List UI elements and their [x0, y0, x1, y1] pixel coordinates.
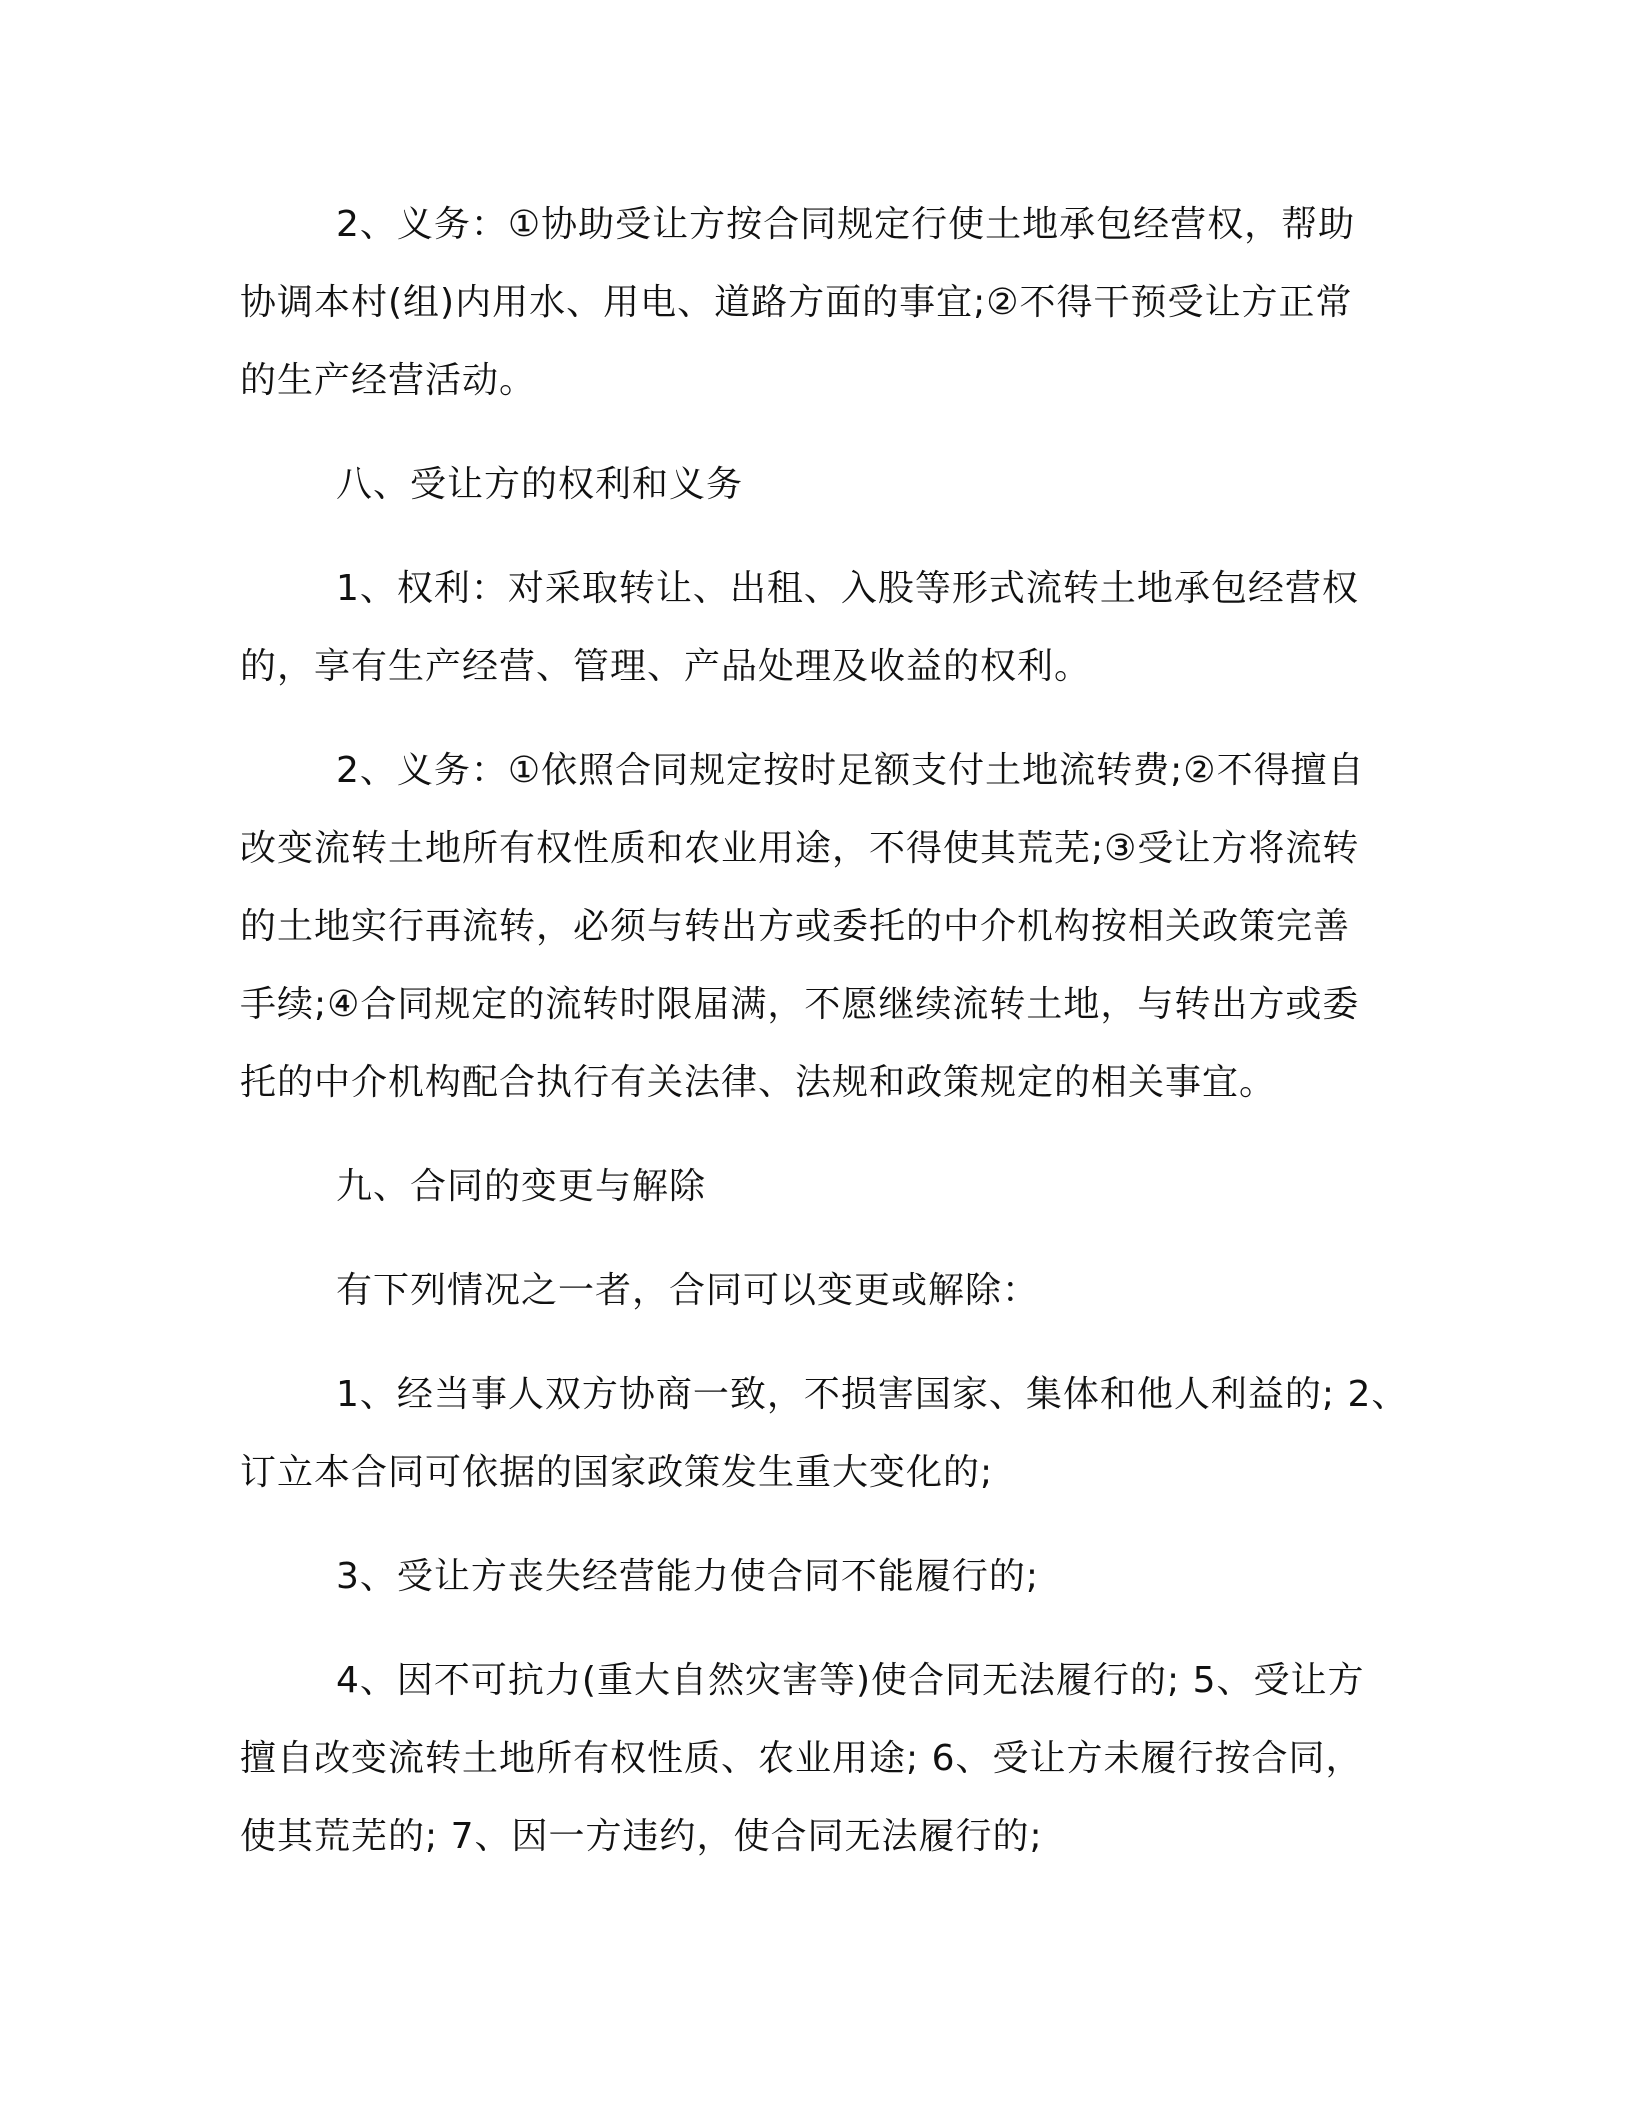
paragraph-transferee-obligations [240, 732, 1390, 1122]
paragraph-line: 订立本合同可依据的国家政策发生重大变化的; [240, 1452, 994, 1493]
paragraph-line: 1、权利：对采取转让、出租、入股等形式流转土地承包经营权 [336, 568, 1359, 609]
paragraph-line: 的生产经营活动。 [240, 360, 537, 401]
heading-line: 八、受让方的权利和义务 [336, 464, 744, 505]
paragraph-line: 改变流转土地所有权性质和农业用途，不得使其荒芜;③受让方将流转 [240, 828, 1360, 869]
heading-line: 九、合同的变更与解除 [336, 1166, 707, 1207]
document-body [240, 186, 1409, 1876]
paragraph-line: 使其荒芜的; 7、因一方违约，使合同无法履行的; [240, 1816, 1043, 1857]
paragraph-line: 的，享有生产经营、管理、产品处理及收益的权利。 [240, 646, 1092, 687]
paragraph-line: 有下列情况之一者，合同可以变更或解除： [336, 1270, 1040, 1311]
paragraph-line: 手续;④合同规定的流转时限届满，不愿继续流转土地，与转出方或委 [240, 984, 1360, 1025]
paragraph-change-intro [240, 1252, 1390, 1330]
paragraph-line: 的土地实行再流转，必须与转出方或委托的中介机构按相关政策完善 [240, 906, 1351, 947]
paragraph-change-items-1-2 [240, 1356, 1409, 1512]
paragraph-line: 擅自改变流转土地所有权性质、农业用途; 6、受让方未履行按合同， [240, 1738, 1363, 1779]
paragraph-line: 2、义务：①协助受让方按合同规定行使土地承包经营权，帮助 [336, 204, 1356, 245]
paragraph-line: 托的中介机构配合执行有关法律、法规和政策规定的相关事宜。 [240, 1062, 1277, 1103]
paragraph-line: 协调本村(组)内用水、用电、道路方面的事宜;②不得干预受让方正常 [240, 282, 1353, 323]
paragraph-change-item-3 [240, 1538, 1390, 1616]
section-heading-contract-change [240, 1148, 1390, 1226]
paragraph-line: 1、经当事人双方协商一致，不损害国家、集体和他人利益的; 2、 [336, 1374, 1409, 1415]
section-heading-transferee-rights [240, 446, 1390, 524]
paragraph-line: 3、受让方丧失经营能力使合同不能履行的; [336, 1556, 1040, 1597]
paragraph-line: 2、义务：①依照合同规定按时足额支付土地流转费;②不得擅自 [336, 750, 1365, 791]
paragraph-transferor-obligations [240, 186, 1390, 420]
paragraph-line: 4、因不可抗力(重大自然灾害等)使合同无法履行的; 5、受让方 [336, 1660, 1365, 1701]
paragraph-transferee-rights [240, 550, 1390, 706]
paragraph-change-items-4-7 [240, 1642, 1390, 1876]
